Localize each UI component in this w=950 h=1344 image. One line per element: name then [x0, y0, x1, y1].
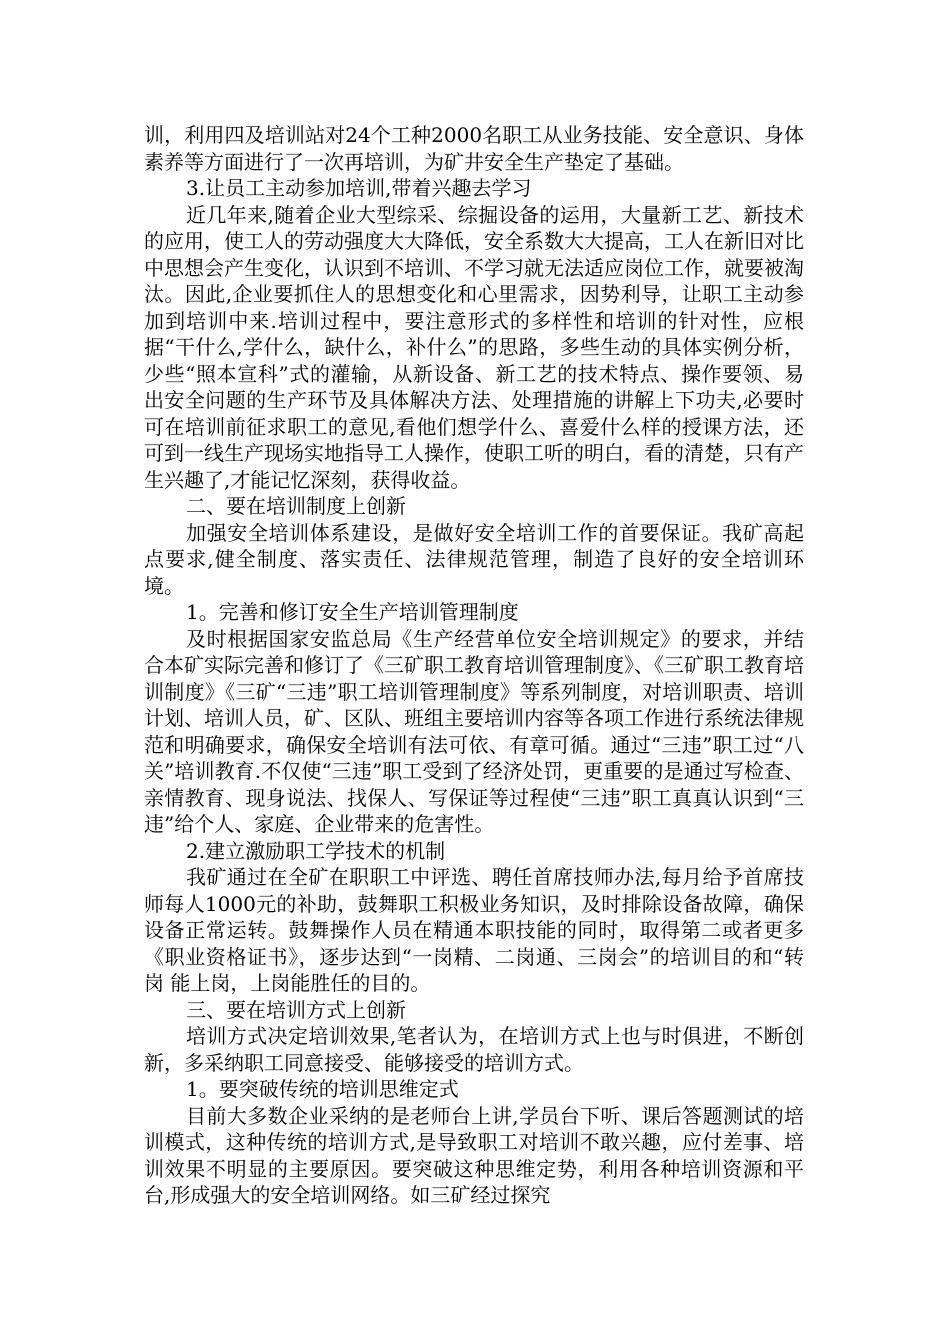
paragraph: 近几年来,随着企业大型综采、综掘设备的运用，大量新工艺、新技术的应用，使工人的劳动强度大大降低，安全系数大大提高，工人在新旧对比中思想会产生变化，认识到不培训、不学习就无法适应岗位工作，就要被淘汰。因此,企业要抓住人的思想变化和心里需求，因势利导，让职工主动参加到培训中来.培训过程中，要注意形式的多样性和培训的针对性，应根据“干什么,学什么，缺什么，补什么”的思路，多些生动的具体实例分析，少些“照本宣科”式的灌输，从新设备、新工艺的技术特点、操作要领、易出安全问题的生产环节及具体解决方法、处理措施的讲解上下功夫,必要时可在培训前征求职工的意见,看他们想学什么、喜爱什么样的授课方法，还可到一线生产现场实地指导工人操作，使职工听的明白，看的清楚，只有产生兴趣了,才能记忆深刻，获得收益。	[144, 202, 804, 492]
document-body	[144, 122, 804, 1209]
paragraph: 培训方式决定培训效果,笔者认为，在培训方式上也与时俱进，不断创新，多采纳职工同意接受、能够接受的培训方式。	[144, 1024, 804, 1075]
paragraph: 我矿通过在全矿在职职工中评选、聘任首席技师办法,每月给予首席技师每人1000元的补助，鼓舞职工积极业务知识，及时排除设备故障，确保设备正常运转。鼓舞操作人员在精通本职技能的同时，取得第二或者更多《职业资格证书》，逐步达到“一岗精、二岗通、三岗会”的培训目的和“转岗 能上岗，上岗能胜任的目的。	[144, 865, 804, 995]
paragraph: 加强安全培训体系建设，是做好安全培训工作的首要保证。我矿高起点要求,健全制度、落实责任、法律规范管理，制造了良好的安全培训环境。	[144, 520, 804, 598]
paragraph-continuation: 训，利用四及培训站对24个工种2000名职工从业务技能、安全意识、身体素养等方面进行了一次再培训，为矿井安全生产垫定了基础。	[144, 123, 804, 174]
subheading-3: 3.让员工主动参加培训,带着兴趣去学习	[186, 176, 532, 200]
section-heading-3: 三、要在培训方式上创新	[186, 997, 406, 1022]
subheading-1: 1。完善和修订安全生产培训管理制度	[186, 600, 519, 624]
subheading-2: 2.建立激励职工学技术的机制	[186, 838, 446, 863]
section-heading-2: 二、要在培训制度上创新	[186, 494, 406, 518]
subheading-1: 1。要突破传统的培训思维定式	[186, 1077, 459, 1101]
paragraph: 及时根据国家安监总局《生产经营单位安全培训规定》的要求，并结合本矿实际完善和修订了《三矿职工教育培训管理制度》、《三矿职工教育培训制度》《三矿“三违”职工培训管理制度》等系列制度，对培训职责、培训计划、培训人员，矿、区队、班组主要培训内容等各项工作进行系统法律规范和明确要求，确保安全培训有法可依、有章可循。通过“三违”职工过“八关”培训教育.不仅使“三违”职工受到了经济处罚，更重要的是通过写检查、亲情教育、现身说法、找保人、写保证等过程使“三违”职工真真认识到“三违”给个人、家庭、企业带来的危害性。	[144, 626, 804, 836]
paragraph: 目前大多数企业采纳的是老师台上讲,学员台下听、课后答题测试的培训模式，这种传统的培训方式,是导致职工对培训不敢兴趣，应付差事、培训效果不明显的主要原因。要突破这种思维定势，利用各种培训资源和平台,形成强大的安全培训网络。如三矿经过探究	[144, 1103, 804, 1207]
